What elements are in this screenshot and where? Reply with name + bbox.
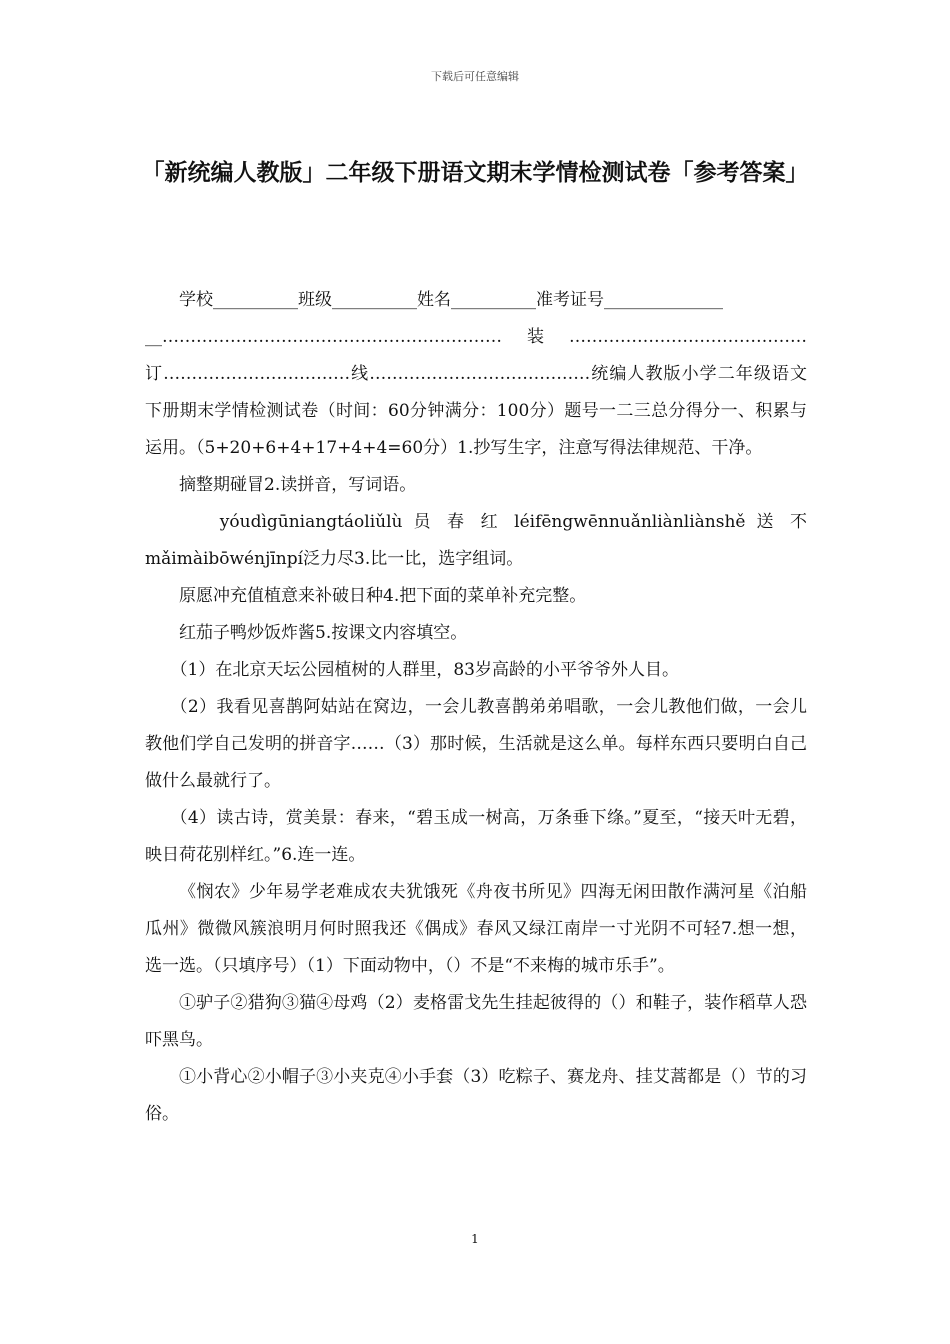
- page-header-note: 下载后可任意编辑: [431, 70, 519, 83]
- paragraph-choice-2: ①小背心②小帽子③小夹克④小手套（3）吃粽子、赛龙舟、挂艾蒿都是（）节的习俗。: [145, 1067, 807, 1124]
- paragraph-fill-4: （4）读古诗，赏美景：春来，“碧玉成一树高，万条垂下绦。”夏至，“接天叶无碧，映日荷花别样红。”6.连一连。: [145, 808, 807, 865]
- paragraph-fill-1: （1）在北京天坛公园植树的人群里，83岁高龄的小平爷爷外人目。: [170, 660, 679, 680]
- page-number: 1: [471, 1232, 479, 1246]
- paragraph-q4: 红茄子鸭炒饭炸酱5.按课文内容填空。: [179, 623, 468, 643]
- document-body: [145, 282, 807, 1133]
- binding-line-and-intro: __……………………………………………………装……………………………………订……………………………线…………………………………统编人教版小学二年级语文下册期末学情检测试卷（时间：60分钟满分：100分）题号一二三总分得分一、积累与运用。（5+20+6+4+17+4+4=60分）1.抄写生字，注意写得法律规范、干净。: [145, 327, 807, 458]
- paragraph-fill-2: （2）我看见喜鹊阿姑站在窝边，一会儿教喜鹊弟弟唱歌，一会儿教他们做，一会儿教他们学自己发明的拼音字……（3）那时候，生活就是这么单。每样东西只要明白自己做什么最就行了。: [145, 697, 807, 791]
- paragraph-q3: 原愿冲充值植意来补破日种4.把下面的菜单补充完整。: [179, 586, 587, 606]
- student-info-line: 学校__________班级__________姓名__________准考证号______________: [179, 290, 723, 310]
- document-title: 「新统编人教版」二年级下册语文期末学情检测试卷「参考答案」: [141, 160, 809, 186]
- paragraph-pinyin: yóudìgūniangtáoliǔlù 员 春 红 léifēngwēnnuǎnliànliànshě 送 不mǎimàibōwénjīnpí泛力尽3.比一比，选字组词。: [145, 512, 807, 569]
- paragraph-choice-1: ①驴子②猎狗③猫④母鸡（2）麦格雷戈先生挂起彼得的（）和鞋子，装作稻草人恐吓黑鸟。: [145, 993, 807, 1050]
- paragraph-poems: 《悯农》少年易学老难成农夫犹饿死《舟夜书所见》四海无闲田散作满河星《泊船瓜州》微微风簇浪明月何时照我还《偶成》春风又绿江南岸一寸光阴不可轻7.想一想，选一选。（只填序号）（1）下面动物中，（）不是“不来梅的城市乐手”。: [145, 882, 807, 976]
- paragraph-q1-chars: 摘整期碰冒2.读拼音，写词语。: [179, 475, 417, 495]
